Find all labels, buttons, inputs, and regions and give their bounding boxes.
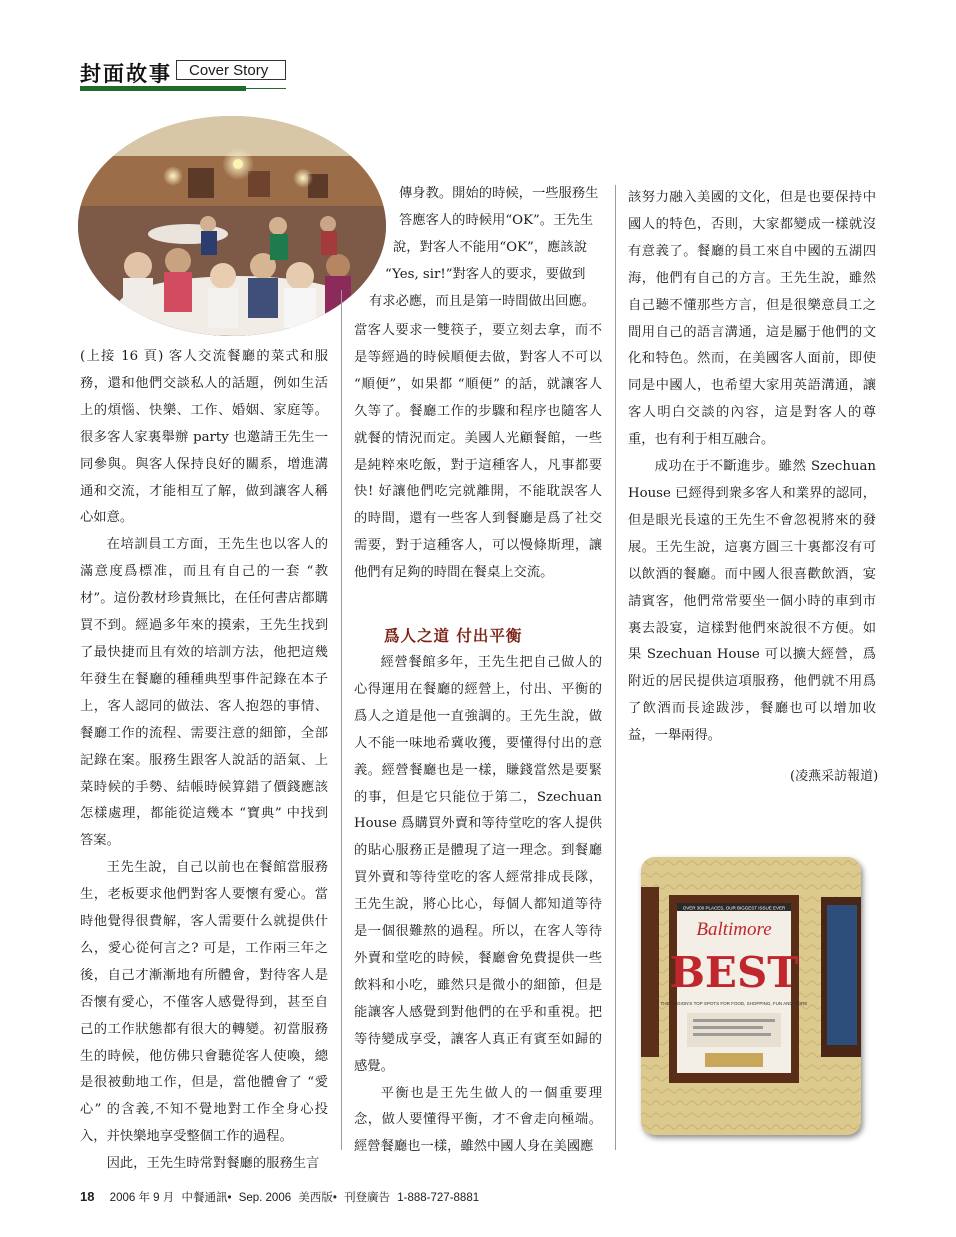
paragraph: 平衡也是王先生做人的一個重要理念，做人要懂得平衡，才不會走向極端。經營餐廳也一樣，雖然中國人身在美國應 [354,1085,602,1155]
column-2-intro-line: 答應客人的時候用“OK”。王先生 [399,212,593,228]
article-column-2-continued [354,650,602,1161]
section-title-cn: 封面故事 [80,62,172,86]
section-header [80,58,290,90]
section-underline [80,86,246,91]
restaurant-dining-illustration [78,116,386,336]
article-column-3 [628,185,876,750]
paragraph: 成功在于不斷進步。雖然 Szechuan House 已經得到衆多客人和業界的認同，但是眼光長遠的王先生不會忽視將來的發展。王先生說，這裏方圓三十裏都沒有可以飲酒的餐廳。而中國人很喜歡飲酒，宴請賓客，他們常常要坐一個小時的車到市裏去設宴，這樣對他們來說很不方便。如果 Szechuan House 可以擴大經營，爲附近的居民提供這項服務，他們就不用爲了飲酒而長途跋涉，餐廳也可以增加收益，一舉兩得。 [628,459,876,744]
footer-date-cn: 2006 年 9 月 [109,1192,175,1204]
column-divider-left [341,290,342,1150]
article-column-1 [80,344,328,1178]
paragraph: 因此，王先生時常對餐廳的服務生言 [106,1156,320,1172]
framed-magazine-illustration [641,857,861,1135]
paragraph: 該努力融入美國的文化，但是也要保持中國人的特色，否則，大家都變成一樣就沒有意義了。餐廳的員工來自中國的五湖四海，他們有自己的方言。王先生說，雖然自己聽不懂那些方言，但是很樂意員工之間用自己的語言溝通，這是屬于他們的文化和特色。然而，在美國客人面前，即使同是中國人，也希望大家用英語溝通，讓客人明白交談的內容，這是對客人的尊重，也有利于相互融合。 [628,190,876,448]
section-title-en: Cover Story [176,60,286,80]
framed-magazine-photo [641,857,861,1135]
paragraph: 經營餐館多年，王先生把自己做人的心得運用在餐廳的經營上，付出、平衡的爲人之道是他一直強調的。王先生說，做人不能一味地希冀收獲，要懂得付出的意義。經營餐廳也是一樣，賺錢當然是要緊的事，但是它只能位于第二，Szechuan House 爲購買外賣和等待堂吃的客人提供的貼心服務正是體現了這一理念。到餐廳買外賣和等待堂吃的客人經常排成長隊，王先生說，將心比心，每個人都知道等待是一個很難熬的過程。所以，在客人等待外賣和堂吃的時候，餐廳會免費提供一些飲料和小吃，雖然只是微小的細節，但是能讓客人感覺到對他們的在乎和重視。把等待變成享受，讓客人真正有賓至如歸的感覺。 [354,655,602,1074]
column-2-intro [355,181,603,316]
footer-phone: 1-888-727-8881 [397,1192,480,1204]
magazine-masthead: Baltimore [696,919,772,940]
sub-heading: 爲人之道 付出平衡 [384,627,523,645]
paragraph: 王先生說，自己以前也在餐館當服務生，老板要求他們對客人要懷有愛心。當時他覺得很費解，客人需要什么就提供什么，愛心從何言之? 可是，工作兩三年之後，自己才漸漸地有所體會，對待客人是否懷有愛心，不僅客人感覺得到，甚至自己的工作狀態都有很大的轉變。初當服務生的時候，他仿佛只會聽從客人使喚，總是很被動地工作，但是，當他體會了 “愛心” 的含義,不知不覺地對工作全身心投入，并快樂地享受整個工作的過程。 [80,860,328,1145]
magazine-top-strip: OVER 300 PLACES, OUR BIGGEST ISSUE EVER [682,905,786,911]
paragraph: 當客人要求一雙筷子，要立刻去拿，而不是等經過的時候順便去做，對客人不可以 “順便”，如果都 “順便” 的話，就讓客人久等了。餐廳工作的步驟和程序也隨客人就餐的情況而定。美國人光顧餐館，一些是純粹來吃飯，對于這種客人，凡事都要快! 好讓他們吃完就離開，不能耽誤客人的時間，還有一些客人到餐廳是爲了社交需要，對于這種客人，可以慢條斯理，讓他們有足夠的時間在餐桌上交流。 [354,323,602,581]
section-underline-thin [246,88,286,89]
page-number: 18 [80,1189,95,1204]
column-2-intro-line: “Yes, sir!”對客人的要求，要做到 [385,266,586,282]
footer-date-en: Sep. 2006 [238,1192,292,1204]
column-2-intro-line: 有求必應，而且是第一時間做出回應。 [369,293,596,309]
footer-ad-label: 刊登廣告 [344,1192,391,1204]
footer-publication: 中餐通訊• [181,1192,232,1204]
page-footer [80,1189,483,1205]
restaurant-dining-photo [78,116,386,336]
paragraph: 在培訓員工方面，王先生也以客人的滿意度爲標准，而且有自己的一套 “教材”。這份教材珍貴無比，在任何書店都購買不到。經過多年來的摸索，王先生找到了最快捷而且有效的培訓方法，他把這幾年發生在餐廳的種種典型事件記錄在本子上，客人認同的做法、客人抱怨的事情、餐廳工作的流程、需要注意的細節，全部記錄在案。服務生跟客人說話的語氣、上菜時候的手勢、結帳時候算錯了價錢應該怎樣處理，都能從這幾本 “寶典” 中找到答案。 [80,537,328,849]
footer-edition: 美西版• [298,1192,337,1204]
column-divider-right [615,185,616,1150]
byline: (凌燕采訪報道) [790,769,879,784]
column-2-intro-line: 說，對客人不能用“OK”，應該說 [393,239,587,255]
paragraph: (上接 16 頁) 客人交流餐廳的菜式和服務，還和他們交談私人的話題，例如生活上的煩惱、快樂、工作、婚姻、家庭等。很多客人家裏舉辦 party 也邀請王先生一同參與。與客人保持良好的關系，增進溝通和交流，才能相互了解，做到讓客人稱心如意。 [80,349,328,526]
column-2-intro-line: 傳身教。開始的時候，一些服務生 [399,186,599,201]
magazine-subline: THE REGION'S TOP SPOTS FOR FOOD, SHOPPING, FUN AND MORE [660,1001,808,1006]
magazine-best: BEST [669,948,799,997]
